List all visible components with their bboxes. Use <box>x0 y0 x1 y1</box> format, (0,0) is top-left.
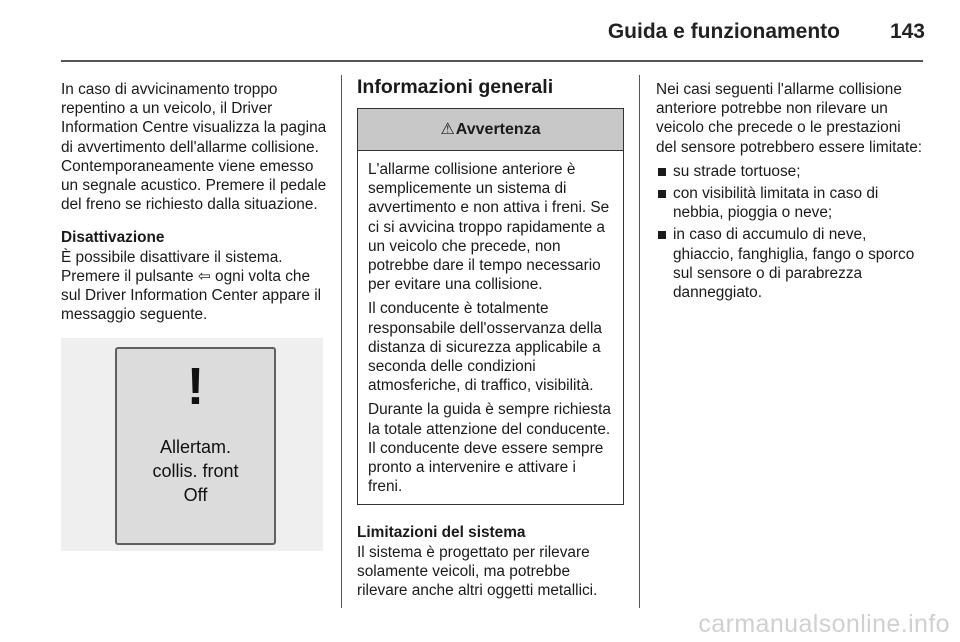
header-divider <box>61 60 923 62</box>
bullet-square-icon <box>658 168 666 176</box>
warning-triangle-icon: ⚠ <box>440 120 455 138</box>
warning-paragraph: Il conducente è totalmente responsabile dell'osservanza della distanza di sicurezza applicabile a seconda delle condizioni atmosferiche, di traffico, visibilità. <box>368 300 602 395</box>
warning-title: Avvertenza <box>455 120 541 138</box>
warning-header <box>358 109 623 151</box>
intro-paragraph: In caso di avvicinamento troppo repentino a un veicolo, il Driver Information Centre visualizza la pagina di avvertimento dell'allarme collisione. Contemporaneamente viene emesso un segnale acustico. Premere il pedale del freno se richiesto dalla situazione. <box>61 81 327 214</box>
deactivation-heading: Disattivazione <box>61 229 165 247</box>
column-left <box>61 80 327 551</box>
exclamation-icon: ! <box>186 358 205 417</box>
deactivation-paragraph <box>61 248 327 325</box>
list-item-text: in caso di accumulo di neve, ghiaccio, fanghiglia, fango o sporco sul sensore o di parabrezza danneggiato. <box>673 226 915 302</box>
limitations-list <box>656 162 924 302</box>
warning-paragraph: L'allarme collisione anteriore è semplicemente un sistema di avvertimento e non attiva i freni. Se ci si avvicina troppo rapidamente a un veicolo che precede, non potrebbe dare il tempo necessario per evitare una collisione. <box>368 161 610 294</box>
list-item <box>656 225 924 302</box>
limits-paragraph: Il sistema è progettato per rilevare solamente veicoli, ma potrebbe rilevare anche altri oggetti metallici. <box>357 543 598 600</box>
list-item-text: su strade tortuose; <box>673 162 801 180</box>
limitations-intro: Nei casi seguenti l'allarme collisione anteriore potrebbe non rilevare un veicolo che precede o le prestazioni del sensore potrebbero essere limitate: <box>656 81 923 156</box>
warning-box <box>357 108 624 505</box>
bullet-square-icon <box>658 231 666 239</box>
column-middle <box>357 76 624 600</box>
column-right <box>656 80 924 305</box>
display-line-1: Allertam. <box>159 437 231 458</box>
display-line-3: Off <box>183 485 208 506</box>
list-item <box>656 162 924 181</box>
watermark: carmanualsonline.info <box>698 610 950 638</box>
warning-body <box>358 151 623 504</box>
display-illustration <box>61 338 323 551</box>
header-title: Guida e funzionamento <box>607 20 840 43</box>
bullet-square-icon <box>658 190 666 198</box>
deactivation-text-after: ogni volta che sul Driver Information Center appare il messaggio seguente. <box>61 267 322 324</box>
display-line-2: collis. front <box>152 461 239 482</box>
limits-heading: Limitazioni del sistema <box>357 524 526 542</box>
page-number: 143 <box>889 20 925 43</box>
display-message <box>117 435 274 507</box>
display-frame <box>115 347 276 545</box>
column-divider-right <box>639 75 640 608</box>
deactivation-text-before: È possibile disattivare il sistema. Premere il pulsante <box>61 248 283 285</box>
section-title: Informazioni generali <box>357 76 554 98</box>
list-item-text: con visibilità limitata in caso di nebbia, pioggia o neve; <box>673 185 879 222</box>
back-button-icon: ⇦ <box>197 267 211 285</box>
warning-paragraph: Durante la guida è sempre richiesta la totale attenzione del conducente. Il conducente deve essere sempre pronto a intervenire e attivare i freni. <box>368 401 611 496</box>
list-item <box>656 184 924 222</box>
column-divider-left <box>341 75 342 608</box>
